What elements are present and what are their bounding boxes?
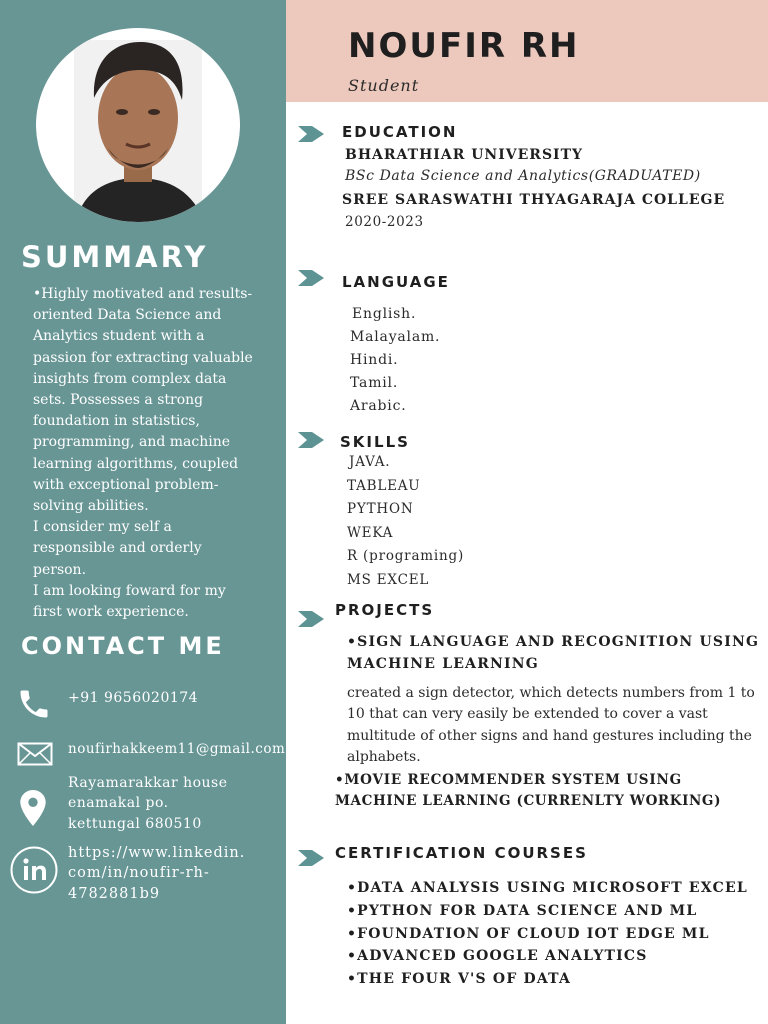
skill-item: MS EXCEL bbox=[347, 571, 430, 588]
linkedin-url[interactable] bbox=[68, 843, 245, 904]
email-address[interactable]: noufirhakkeem11@gmail.com bbox=[68, 741, 286, 757]
certification-item: •PYTHON FOR DATA SCIENCE AND ML bbox=[347, 902, 698, 919]
chevron-right-icon bbox=[298, 611, 324, 627]
chevron-right-icon bbox=[298, 432, 324, 448]
summary-line: sets. Possesses a strong bbox=[33, 392, 204, 409]
mail-icon bbox=[17, 742, 53, 766]
certification-item: •ADVANCED GOOGLE ANALYTICS bbox=[347, 948, 648, 965]
skills-title: SKILLS bbox=[340, 433, 410, 451]
skill-item: WEKA bbox=[347, 524, 394, 541]
language-item: Malayalam. bbox=[350, 329, 441, 345]
summary-line: insights from complex data bbox=[33, 370, 227, 387]
summary-line: passion for extracting valuable bbox=[33, 349, 253, 366]
education-college: SREE SARASWATHI THYAGARAJA COLLEGE bbox=[342, 192, 726, 208]
contact-title: CONTACT ME bbox=[21, 632, 225, 660]
education-degree: BSc Data Science and Analytics(GRADUATED) bbox=[345, 168, 701, 184]
education-university: BHARATHIAR UNIVERSITY bbox=[345, 147, 584, 163]
education-title: EDUCATION bbox=[342, 123, 458, 141]
project-2-title: MACHINE LEARNING (CURRENLTY WORKING) bbox=[335, 793, 722, 809]
summary-line: foundation in statistics, bbox=[33, 413, 200, 430]
summary-title: SUMMARY bbox=[21, 240, 209, 274]
summary-line: learning algorithms, coupled bbox=[33, 455, 239, 472]
summary-text bbox=[33, 284, 273, 623]
summary-line: responsible and orderly bbox=[33, 540, 202, 557]
language-title: LANGUAGE bbox=[342, 273, 450, 291]
summary-line: •Highly motivated and results- bbox=[33, 286, 253, 302]
projects-title: PROJECTS bbox=[335, 601, 435, 619]
summary-line: Analytics student with a bbox=[33, 328, 205, 345]
skills-list bbox=[347, 451, 464, 593]
location-pin-icon bbox=[20, 790, 46, 826]
summary-line: first work experience. bbox=[33, 604, 189, 621]
certification-item: •DATA ANALYSIS USING MICROSOFT EXCEL bbox=[347, 880, 748, 896]
address-line: Rayamarakkar house bbox=[68, 775, 228, 791]
project-1-title: •SIGN LANGUAGE AND RECOGNITION USING bbox=[347, 634, 760, 650]
address-line: enamakal po. bbox=[68, 795, 169, 812]
certification-item: •THE FOUR V'S OF DATA bbox=[347, 971, 572, 988]
summary-line: oriented Data Science and bbox=[33, 307, 222, 324]
summary-line: person. bbox=[33, 561, 87, 578]
skill-item: PYTHON bbox=[347, 501, 414, 518]
phone-icon bbox=[16, 686, 52, 722]
project-desc-line: multitude of other signs and hand gestures including the bbox=[347, 727, 752, 744]
language-list bbox=[350, 303, 440, 418]
summary-line: I am looking foward for my bbox=[33, 582, 226, 599]
summary-line: programming, and machine bbox=[33, 434, 231, 451]
summary-line: I consider my self a bbox=[33, 519, 172, 536]
linkedin-line: com/in/noufir-rh- bbox=[68, 865, 210, 882]
project-desc-line: alphabets. bbox=[347, 749, 421, 766]
address-line: kettungal 680510 bbox=[68, 815, 202, 832]
linkedin-line: 4782881b9 bbox=[68, 885, 161, 902]
skill-item: R (programing) bbox=[347, 548, 465, 565]
skill-item: TABLEAU bbox=[347, 477, 421, 494]
chevron-right-icon bbox=[298, 126, 324, 142]
chevron-right-icon bbox=[298, 270, 324, 286]
certifications-list bbox=[347, 877, 748, 991]
avatar bbox=[36, 28, 240, 222]
address bbox=[68, 773, 228, 834]
project-1-title: MACHINE LEARNING bbox=[347, 656, 539, 672]
summary-line: with exceptional problem- bbox=[33, 476, 219, 493]
certifications-title: CERTIFICATION COURSES bbox=[335, 844, 588, 862]
language-item: Arabic. bbox=[350, 398, 407, 414]
linkedin-line: https://www.linkedin. bbox=[68, 845, 246, 861]
phone-number[interactable]: +91 9656020174 bbox=[68, 690, 199, 706]
language-item: English. bbox=[352, 306, 417, 322]
summary-line: solving abilities. bbox=[33, 498, 149, 515]
role-subtitle: Student bbox=[348, 76, 420, 95]
project-desc-line: created a sign detector, which detects numbers from 1 to bbox=[347, 685, 755, 701]
project-1-description bbox=[347, 683, 755, 769]
project-2-title: •MOVIE RECOMMENDER SYSTEM USING bbox=[335, 772, 682, 788]
linkedin-icon bbox=[10, 846, 58, 894]
education-years: 2020-2023 bbox=[345, 214, 424, 230]
certification-item: •FOUNDATION OF CLOUD IOT EDGE ML bbox=[347, 925, 710, 942]
skill-item: JAVA. bbox=[349, 454, 391, 470]
language-item: Tamil. bbox=[350, 375, 399, 391]
name-title: NOUFIR RH bbox=[348, 26, 580, 66]
language-item: Hindi. bbox=[350, 352, 399, 368]
chevron-right-icon bbox=[298, 850, 324, 866]
project-desc-line: 10 that can very easily be extended to cover a vast bbox=[347, 706, 708, 723]
profile-photo bbox=[36, 28, 240, 222]
